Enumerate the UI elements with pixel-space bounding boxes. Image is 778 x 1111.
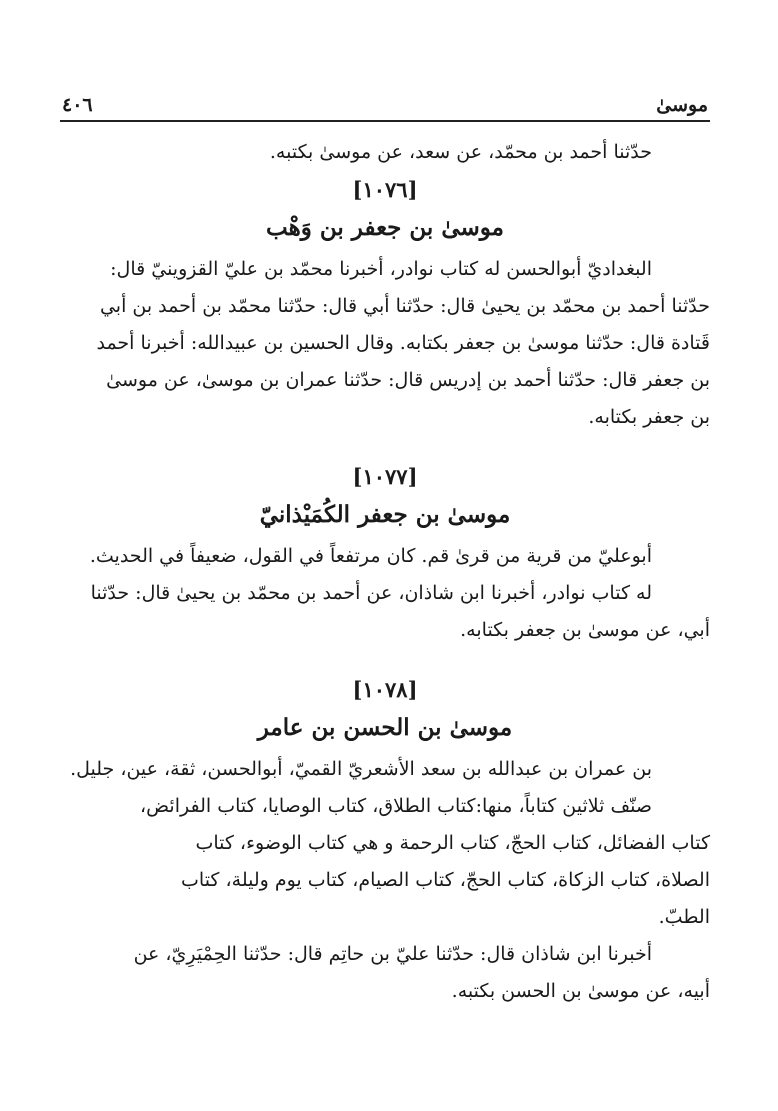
page-number: ٤٠٦ bbox=[62, 94, 93, 116]
book-page bbox=[60, 82, 710, 1010]
entry-1078 bbox=[60, 671, 710, 1010]
text-line: أبوعليّ من قرية من قرىٰ قم. كان مرتفعاً في القول، ضعيفاً في الحديث. bbox=[89, 545, 652, 567]
text-line: الصلاة، كتاب الزكاة، كتاب الحجّ، كتاب الصيام، كتاب يوم وليلة، كتاب bbox=[181, 869, 710, 891]
text-line: بن جعفر بكتابه. bbox=[588, 406, 710, 428]
entry-name: موسىٰ بن الحسن بن عامر bbox=[257, 714, 513, 741]
entry-1077 bbox=[60, 458, 710, 649]
page-header bbox=[60, 82, 710, 122]
text-line: أبيه، عن موسىٰ بن الحسن بكتبه. bbox=[451, 980, 710, 1002]
text-line: أخبرنا ابن شاذان قال: حدّثنا عليّ بن حاتِم قال: حدّثنا الحِمْيَرِيّ، عن bbox=[133, 943, 652, 965]
running-title: موسىٰ bbox=[656, 94, 708, 116]
text-line: له كتاب نوادر، أخبرنا ابن شاذان، عن أحمد بن محمّد بن يحيىٰ قال: حدّثنا bbox=[90, 582, 652, 604]
text-line: بن جعفر قال: حدّثنا أحمد بن إدريس قال: حدّثنا عمران بن موسىٰ، عن موسىٰ bbox=[106, 369, 710, 391]
intro-line: حدّثنا أحمد بن محمّد، عن سعد، عن موسىٰ بكتبه. bbox=[269, 141, 652, 163]
text-line: بن عمران بن عبدالله بن سعد الأشعريّ القميّ، أبوالحسن، ثقة، عين، جليل. bbox=[70, 758, 652, 780]
entry-1076 bbox=[60, 171, 710, 436]
text-line: صنّف ثلاثين كتاباً، منها:كتاب الطلاق، كتاب الوصايا، كتاب الفرائض، bbox=[140, 795, 652, 817]
entry-number: [١٠٧٧] bbox=[352, 464, 418, 489]
entry-number: [١٠٧٦] bbox=[352, 177, 418, 202]
text-line: أبي، عن موسىٰ بن جعفر بكتابه. bbox=[460, 619, 710, 641]
entry-name: موسىٰ بن جعفر بن وَهْب bbox=[266, 214, 504, 241]
entry-name: موسىٰ بن جعفر الكُمَيْذانيّ bbox=[259, 501, 511, 528]
text-line: حدّثنا أحمد بن محمّد بن يحيىٰ قال: حدّثنا أبي قال: حدّثنا محمّد بن أحمد بن أبي bbox=[99, 295, 710, 317]
text-line: كتاب الفضائل، كتاب الحجّ، كتاب الرحمة و هي كتاب الوضوء، كتاب bbox=[195, 832, 710, 854]
text-line: الطبّ. bbox=[658, 906, 710, 928]
text-line: البغداديّ أبوالحسن له كتاب نوادر، أخبرنا محمّد بن عليّ القزوينيّ قال: bbox=[110, 258, 652, 280]
text-line: قَتادة قال: حدّثنا موسىٰ بن جعفر بكتابه. وقال الحسين بن عبيدالله: أخبرنا أحمد bbox=[96, 332, 710, 354]
entry-number: [١٠٧٨] bbox=[352, 677, 418, 702]
